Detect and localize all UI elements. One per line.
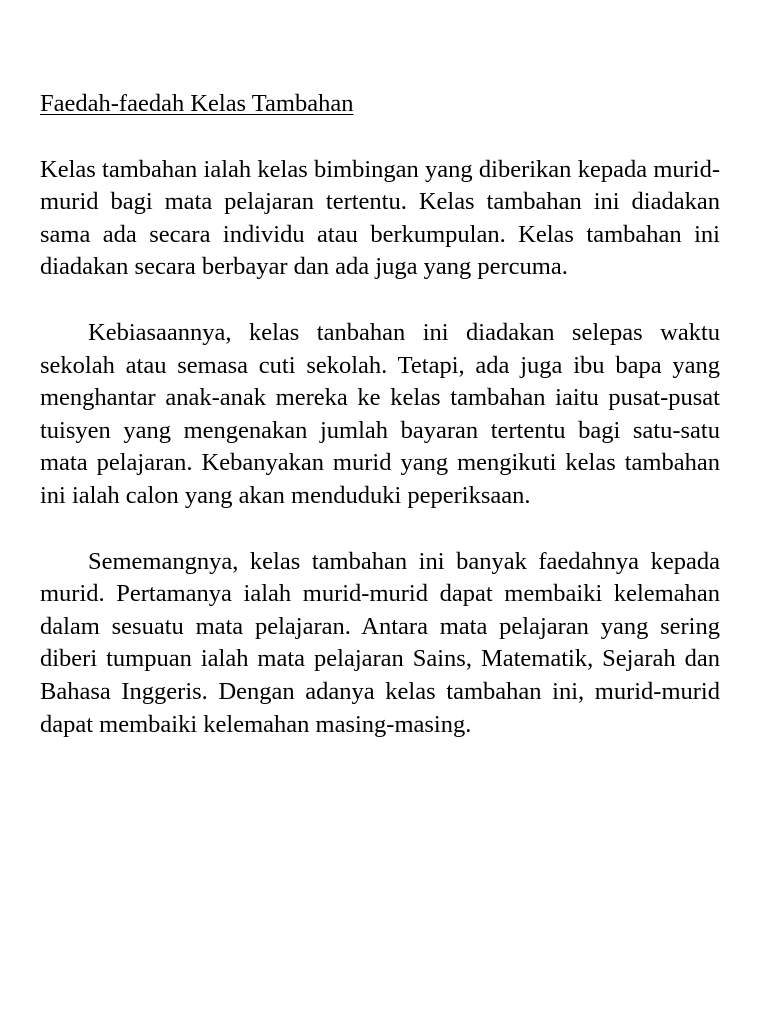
document-page bbox=[40, 88, 720, 774]
paragraph-benefits: Sememangnya, kelas tambahan ini banyak faedahnya kepada murid. Pertamanya ialah murid-murid dapat membaiki kelemahan dalam sesuatu mata pelajaran. Antara mata pelajaran yang sering diberi tumpuan ialah mata pelajaran Sains, Matematik, Sejarah dan Bahasa Inggeris. Dengan adanya kelas tambahan ini, murid-murid dapat membaiki kelemahan masing-masing. bbox=[40, 547, 720, 738]
paragraph-introduction: Kelas tambahan ialah kelas bimbingan yang diberikan kepada murid-murid bagi mata pelajaran tertentu. Kelas tambahan ini diadakan sama ada secara individu atau berkumpulan. Kelas tambahan ini diadakan secara berbayar dan ada juga yang percuma. bbox=[40, 155, 720, 281]
document-title: Faedah-faedah Kelas Tambahan bbox=[40, 90, 354, 117]
paragraph-timing: Kebiasaannya, kelas tanbahan ini diadakan selepas waktu sekolah atau semasa cuti sekolah. Tetapi, ada juga ibu bapa yang menghantar anak-anak mereka ke kelas tambahan iaitu pusat-pusat tuisyen yang mengenakan jumlah bayaran tertentu bagi satu-satu mata pelajaran. Kebanyakan murid yang mengikuti kelas tambahan ini ialah calon yang akan menduduki peperiksaan. bbox=[40, 318, 720, 509]
